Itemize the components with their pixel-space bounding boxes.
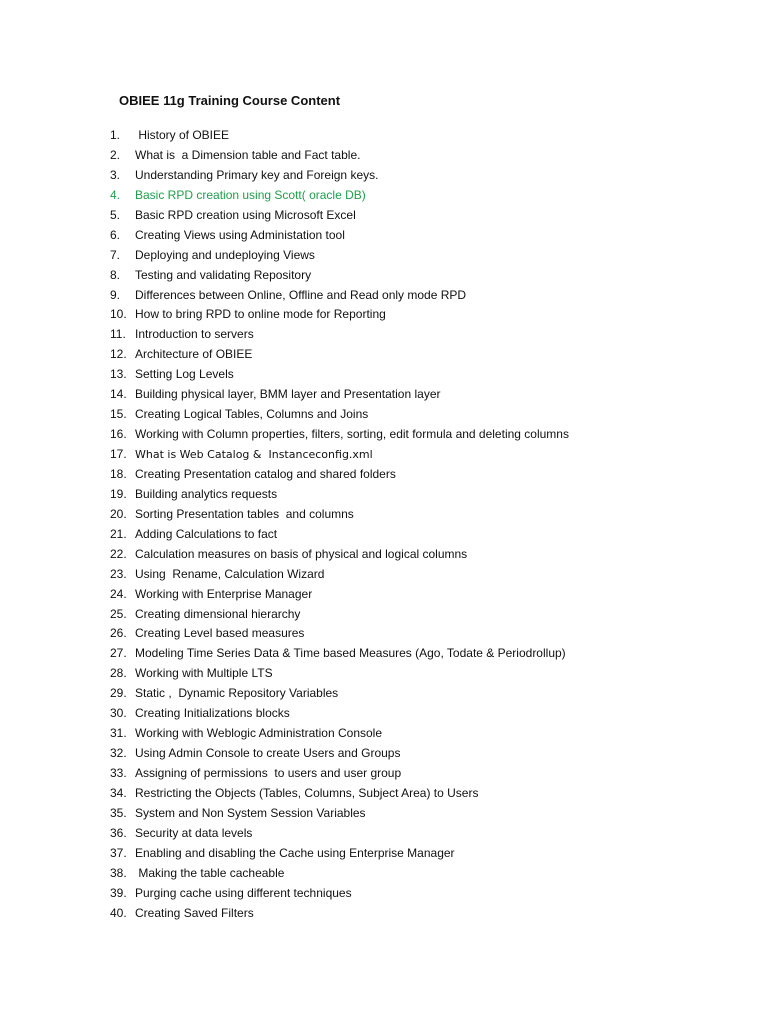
list-item — [110, 186, 750, 206]
list-item-number: 4. — [110, 187, 121, 202]
list-item-number: 23. — [110, 566, 127, 581]
list-item-number: 31. — [110, 726, 127, 741]
list-item-text: Creating Presentation catalog and shared folders — [135, 466, 396, 481]
list-item-text: Working with Enterprise Manager — [135, 586, 313, 601]
list-item-number: 32. — [110, 746, 127, 761]
list-item-number: 8. — [110, 267, 121, 282]
list-item — [110, 385, 750, 405]
list-item-text: Introduction to servers — [135, 327, 254, 342]
list-item-number: 9. — [110, 287, 121, 302]
list-item — [110, 345, 750, 365]
list-item-text: Calculation measures on basis of physical and logical columns — [135, 546, 468, 561]
list-item — [110, 505, 750, 525]
list-item-text: What is Web Catalog & Instanceconfig.xml — [135, 448, 373, 461]
list-item-text: Creating Logical Tables, Columns and Joins — [135, 407, 369, 422]
list-item-text: Basic RPD creation using Scott( oracle DB) — [135, 187, 366, 202]
list-item-text: Creating Level based measures — [135, 626, 305, 641]
list-item-text: Purging cache using different techniques — [135, 885, 352, 900]
list-item-number: 2. — [110, 147, 121, 162]
list-item — [110, 844, 750, 864]
list-item — [110, 126, 750, 146]
list-item — [110, 884, 750, 904]
list-item — [110, 525, 750, 545]
list-item-text: Security at data levels — [135, 825, 253, 840]
list-item-number: 16. — [110, 427, 127, 442]
list-item-number: 38. — [110, 865, 127, 880]
list-item-number: 39. — [110, 885, 127, 900]
list-item-number: 10. — [110, 307, 127, 322]
list-item-text: Deploying and undeploying Views — [135, 247, 315, 262]
list-item-text: Building physical layer, BMM layer and Presentation layer — [135, 387, 441, 402]
list-item-number: 27. — [110, 646, 127, 661]
list-item-text: Using Rename, Calculation Wizard — [135, 566, 325, 581]
list-item-text: Creating Views using Administation tool — [135, 227, 345, 242]
list-item-text: What is a Dimension table and Fact table. — [135, 147, 361, 162]
list-item-text: Architecture of OBIEE — [135, 347, 253, 362]
list-item-number: 37. — [110, 845, 127, 860]
list-item — [110, 405, 750, 425]
list-item — [110, 744, 750, 764]
list-item-text: Making the table cacheable — [135, 865, 285, 880]
list-item-number: 26. — [110, 626, 127, 641]
list-item — [110, 266, 750, 286]
list-item-number: 22. — [110, 546, 127, 561]
list-item — [110, 365, 750, 385]
list-item-number: 25. — [110, 606, 127, 621]
list-item — [110, 585, 750, 605]
list-item — [110, 664, 750, 684]
list-item — [110, 325, 750, 345]
list-item-text: Restricting the Objects (Tables, Columns, Subject Area) to Users — [135, 785, 479, 800]
list-item-number: 40. — [110, 905, 127, 920]
list-item — [110, 565, 750, 585]
list-item-text: Testing and validating Repository — [135, 267, 312, 282]
list-item-text: Working with Multiple LTS — [135, 666, 273, 681]
list-item — [110, 684, 750, 704]
list-item — [110, 305, 750, 325]
list-item — [110, 644, 750, 664]
list-item-text: Enabling and disabling the Cache using Enterprise Manager — [135, 845, 455, 860]
list-item — [110, 206, 750, 226]
list-item — [110, 166, 750, 186]
list-item-number: 1. — [110, 128, 121, 142]
list-item-number: 30. — [110, 706, 127, 721]
list-item-text: Modeling Time Series Data & Time based Measures (Ago, Todate & Periodrollup) — [135, 646, 566, 661]
list-item-text: Adding Calculations to fact — [135, 526, 278, 541]
list-item-text: System and Non System Session Variables — [135, 805, 366, 820]
list-item-number: 21. — [110, 526, 127, 541]
list-item-number: 11. — [110, 327, 126, 342]
list-item — [110, 465, 750, 485]
list-item-text: How to bring RPD to online mode for Reporting — [135, 307, 386, 322]
course-content-list — [110, 126, 750, 924]
list-item-number: 5. — [110, 207, 121, 222]
list-item-text: Sorting Presentation tables and columns — [135, 506, 354, 521]
list-item — [110, 804, 750, 824]
list-item-number: 15. — [110, 407, 127, 422]
list-item — [110, 545, 750, 565]
list-item-text: Creating Saved Filters — [135, 905, 254, 920]
list-item — [110, 784, 750, 804]
list-item — [110, 246, 750, 266]
list-item — [110, 425, 750, 445]
list-item-text: Building analytics requests — [135, 486, 278, 501]
list-item-number: 6. — [110, 227, 121, 242]
list-item — [110, 146, 750, 166]
list-item — [110, 864, 750, 884]
list-item-number: 29. — [110, 686, 127, 701]
list-item-number: 17. — [110, 447, 127, 461]
list-item-text: Using Admin Console to create Users and Groups — [135, 746, 401, 761]
list-item-number: 12. — [110, 347, 127, 362]
list-item-number: 33. — [110, 766, 127, 780]
list-item-number: 14. — [110, 387, 127, 402]
list-item-text: Basic RPD creation using Microsoft Excel — [135, 207, 356, 222]
list-item — [110, 764, 750, 784]
list-item-text: Working with Column properties, filters, sorting, edit formula and deleting columns — [135, 427, 569, 442]
list-item-number: 34. — [110, 785, 127, 800]
list-item-number: 28. — [110, 666, 127, 681]
list-item — [110, 724, 750, 744]
list-item-number: 19. — [110, 486, 127, 501]
list-item — [110, 824, 750, 844]
list-item-number: 18. — [110, 466, 127, 481]
list-item-number: 3. — [110, 167, 121, 182]
list-item — [110, 605, 750, 625]
list-item-text: Differences between Online, Offline and Read only mode RPD — [135, 287, 467, 302]
list-item-text: History of OBIEE — [135, 128, 230, 142]
list-item — [110, 445, 750, 465]
document-title: OBIEE 11g Training Course Content — [119, 93, 341, 108]
list-item — [110, 624, 750, 644]
list-item-number: 35. — [110, 805, 127, 820]
list-item-text: Creating dimensional hierarchy — [135, 606, 301, 621]
list-item-text: Understanding Primary key and Foreign keys. — [135, 167, 379, 182]
list-item — [110, 286, 750, 306]
list-item-number: 36. — [110, 825, 127, 840]
list-item-number: 7. — [110, 247, 121, 262]
list-item-text: Assigning of permissions to users and user group — [135, 766, 402, 780]
list-item — [110, 226, 750, 246]
list-item-text: Creating Initializations blocks — [135, 706, 290, 721]
list-item-number: 20. — [110, 506, 127, 521]
list-item-text: Working with Weblogic Administration Console — [135, 726, 383, 741]
list-item — [110, 485, 750, 505]
list-item — [110, 704, 750, 724]
list-item — [110, 904, 750, 924]
list-item-text: Static , Dynamic Repository Variables — [135, 686, 339, 701]
list-item-number: 13. — [110, 367, 127, 382]
list-item-text: Setting Log Levels — [135, 367, 234, 382]
list-item-number: 24. — [110, 586, 127, 601]
